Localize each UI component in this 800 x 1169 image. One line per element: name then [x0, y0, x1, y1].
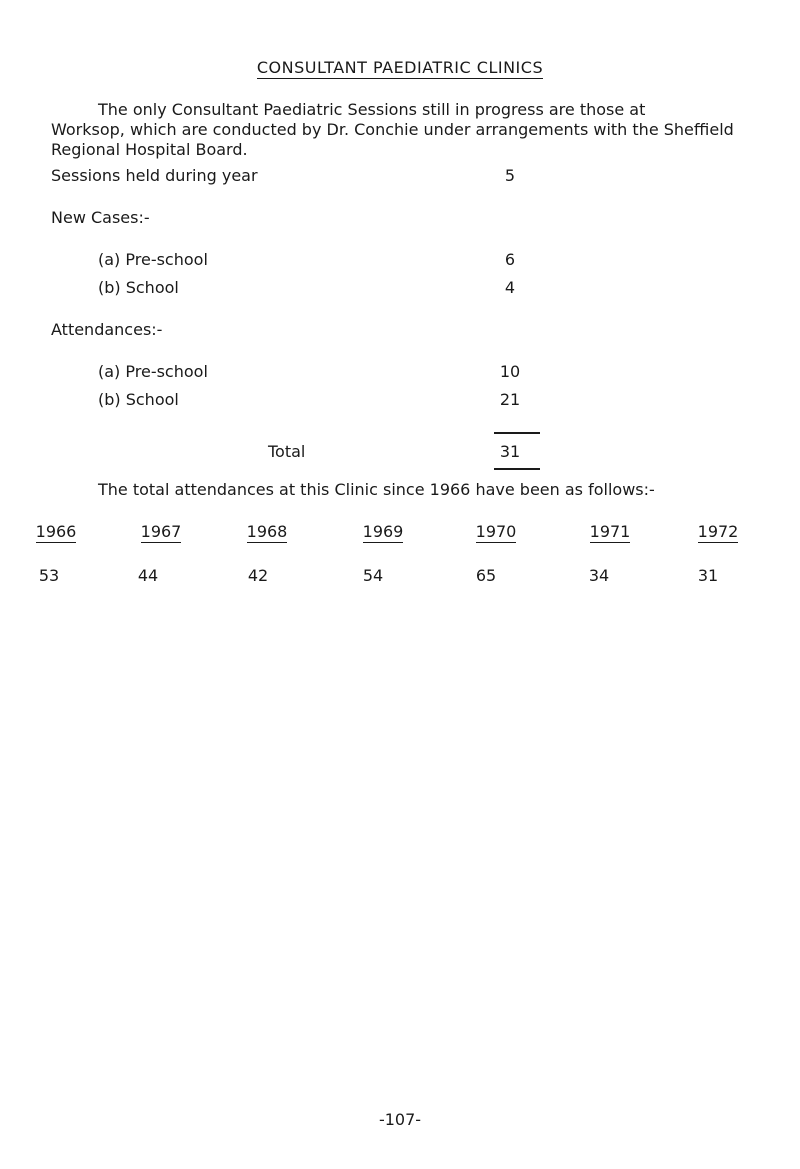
history-value: 44: [137, 566, 159, 585]
history-value: 65: [475, 566, 497, 585]
sessions-label: Sessions held during year: [51, 166, 258, 185]
attendances-preschool-value: 10: [499, 362, 521, 381]
intro-line: Regional Hospital Board.: [51, 140, 248, 159]
total-label: Total: [268, 442, 306, 461]
history-year: 1966: [35, 522, 77, 541]
page-number: -107-: [378, 1110, 422, 1129]
history-value: 42: [247, 566, 269, 585]
history-value: 34: [588, 566, 610, 585]
total-value: 31: [499, 442, 521, 461]
history-year: 1969: [362, 522, 404, 541]
history-year: 1970: [475, 522, 517, 541]
history-value: 53: [38, 566, 60, 585]
intro-line: The only Consultant Paediatric Sessions still in progress are those at: [98, 100, 646, 119]
intro-paragraph: [51, 100, 781, 160]
history-year: 1967: [140, 522, 182, 541]
attendances-label: Attendances:-: [51, 320, 163, 339]
history-year: 1971: [589, 522, 631, 541]
new-cases-school-value: 4: [504, 278, 516, 297]
page-title: CONSULTANT PAEDIATRIC CLINICS: [256, 58, 544, 77]
total-bottom-rule: [494, 468, 540, 470]
sessions-value: 5: [504, 166, 516, 185]
attendances-preschool-label: (a) Pre-school: [98, 362, 208, 381]
new-cases-school-label: (b) School: [98, 278, 179, 297]
intro-line: Worksop, which are conducted by Dr. Conchie under arrangements with the Sheffield: [51, 120, 734, 139]
total-top-rule: [494, 432, 540, 434]
history-value: 31: [697, 566, 719, 585]
history-intro: The total attendances at this Clinic since 1966 have been as follows:-: [98, 480, 655, 499]
history-year: 1972: [697, 522, 739, 541]
attendances-school-label: (b) School: [98, 390, 179, 409]
new-cases-preschool-value: 6: [504, 250, 516, 269]
new-cases-preschool-label: (a) Pre-school: [98, 250, 208, 269]
attendances-school-value: 21: [499, 390, 521, 409]
history-value: 54: [362, 566, 384, 585]
history-year: 1968: [246, 522, 288, 541]
new-cases-label: New Cases:-: [51, 208, 150, 227]
